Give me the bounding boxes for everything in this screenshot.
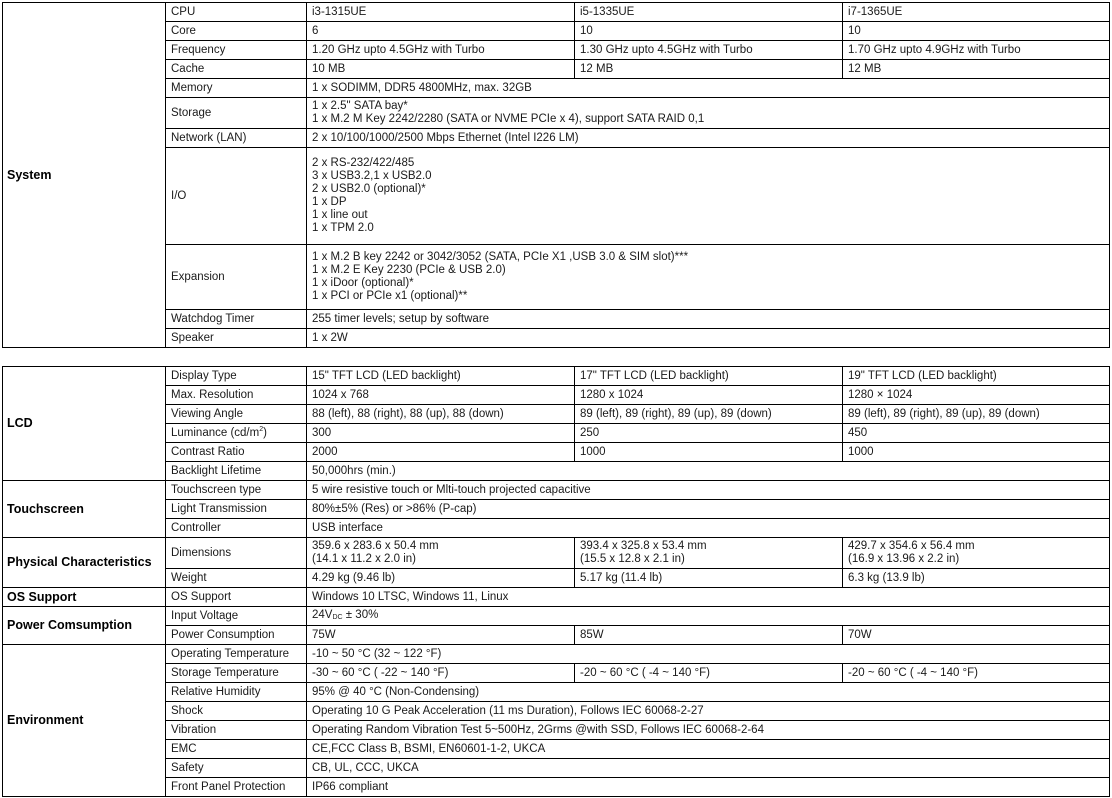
table-row: [3, 443, 1110, 462]
value-line: (14.1 x 11.2 x 2.0 in): [312, 553, 416, 565]
spec-value: 450: [843, 424, 1110, 443]
spec-value: 10: [575, 22, 843, 41]
spec-value: Operating 10 G Peak Acceleration (11 ms Duration), Follows IEC 60068-2-27: [307, 702, 1110, 721]
spec-value: USB interface: [307, 519, 1110, 538]
spec-label-backlight-lifetime: Backlight Lifetime: [166, 462, 307, 481]
spec-value: [307, 245, 1110, 310]
spec-label-network: Network (LAN): [166, 129, 307, 148]
spec-label-core: Core: [166, 22, 307, 41]
spec-value: -10 ~ 50 °C (32 ~ 122 °F): [307, 645, 1110, 664]
display-spec-table: [2, 366, 1110, 797]
value-line: 3 x USB3.2,1 x USB2.0: [312, 170, 432, 182]
spec-value: [307, 98, 1110, 129]
table-row: [3, 721, 1110, 740]
spec-value: -20 ~ 60 °C ( -4 ~ 140 °F): [575, 664, 843, 683]
table-row: [3, 3, 1110, 22]
spec-label-cache: Cache: [166, 60, 307, 79]
spec-value: 19" TFT LCD (LED backlight): [843, 367, 1110, 386]
spec-value: 6: [307, 22, 575, 41]
spec-value: 12 MB: [843, 60, 1110, 79]
category-lcd: LCD: [3, 367, 166, 481]
value-line: 1 x PCI or PCIe x1 (optional)**: [312, 290, 468, 302]
value-line: 2 x RS-232/422/485: [312, 157, 415, 169]
category-physical: Physical Characteristics: [3, 538, 166, 588]
spec-value: 17" TFT LCD (LED backlight): [575, 367, 843, 386]
table-row: [3, 500, 1110, 519]
spec-value: 1.20 GHz upto 4.5GHz with Turbo: [307, 41, 575, 60]
spec-value: 1 x SODIMM, DDR5 4800MHz, max. 32GB: [307, 79, 1110, 98]
table-row: [3, 462, 1110, 481]
spec-value: 255 timer levels; setup by software: [307, 310, 1110, 329]
spec-label-shock: Shock: [166, 702, 307, 721]
spec-label-io: I/O: [166, 148, 307, 245]
spec-label-frequency: Frequency: [166, 41, 307, 60]
spec-label-operating-temperature: Operating Temperature: [166, 645, 307, 664]
spec-value: [843, 538, 1110, 569]
spec-label-viewing-angle: Viewing Angle: [166, 405, 307, 424]
spec-label-max-resolution: Max. Resolution: [166, 386, 307, 405]
spec-label-emc: EMC: [166, 740, 307, 759]
spec-value: 88 (left), 88 (right), 88 (up), 88 (down): [307, 405, 575, 424]
value-line: 1 x line out: [312, 209, 368, 221]
spec-value: CE,FCC Class B, BSMI, EN60601-1-2, UKCA: [307, 740, 1110, 759]
spec-value: 1280 × 1024: [843, 386, 1110, 405]
table-row: [3, 683, 1110, 702]
spec-value: -20 ~ 60 °C ( -4 ~ 140 °F): [843, 664, 1110, 683]
table-row: [3, 98, 1110, 129]
spec-label-os-support: OS Support: [166, 588, 307, 607]
table-row: [3, 41, 1110, 60]
table-row: [3, 538, 1110, 569]
table-row: [3, 367, 1110, 386]
table-row: [3, 386, 1110, 405]
value-line: 359.6 x 283.6 x 50.4 mm: [312, 540, 439, 552]
label-text-end: ): [263, 426, 267, 439]
spec-label-controller: Controller: [166, 519, 307, 538]
spec-value: [307, 607, 1110, 626]
spec-label-front-panel-protection: Front Panel Protection: [166, 778, 307, 797]
spec-label-dimensions: Dimensions: [166, 538, 307, 569]
value-line: (16.9 x 13.96 x 2.2 in): [848, 553, 960, 565]
spec-value: -30 ~ 60 °C ( -22 ~ 140 °F): [307, 664, 575, 683]
table-row: [3, 664, 1110, 683]
spec-value: [575, 538, 843, 569]
table-row: [3, 569, 1110, 588]
spec-value: 12 MB: [575, 60, 843, 79]
table-row: [3, 740, 1110, 759]
category-touchscreen: Touchscreen: [3, 481, 166, 538]
spec-value: 1.30 GHz upto 4.5GHz with Turbo: [575, 41, 843, 60]
spec-value: 85W: [575, 626, 843, 645]
value-line: 393.4 x 325.8 x 53.4 mm: [580, 540, 707, 552]
category-power: Power Comsumption: [3, 607, 166, 645]
spec-label-speaker: Speaker: [166, 329, 307, 348]
spec-value: 89 (left), 89 (right), 89 (up), 89 (down): [843, 405, 1110, 424]
value-line: 2 x USB2.0 (optional)*: [312, 183, 426, 195]
subscript: DC: [332, 614, 343, 621]
table-row: [3, 329, 1110, 348]
spec-label-light-transmission: Light Transmission: [166, 500, 307, 519]
value-line: 1 x 2.5" SATA bay*: [312, 100, 408, 112]
spec-value: 15" TFT LCD (LED backlight): [307, 367, 575, 386]
spec-value: 1 x 2W: [307, 329, 1110, 348]
table-row: [3, 607, 1110, 626]
table-row: [3, 481, 1110, 500]
spec-value: 5.17 kg (11.4 lb): [575, 569, 843, 588]
value-text-end: ± 30%: [342, 609, 379, 621]
table-row: [3, 702, 1110, 721]
table-row: [3, 588, 1110, 607]
spec-label-power-consumption: Power Consumption: [166, 626, 307, 645]
spec-value: 1024 x 768: [307, 386, 575, 405]
spec-label-watchdog: Watchdog Timer: [166, 310, 307, 329]
table-row: [3, 60, 1110, 79]
spec-value: Windows 10 LTSC, Windows 11, Linux: [307, 588, 1110, 607]
spec-value: 70W: [843, 626, 1110, 645]
spec-label-storage-temperature: Storage Temperature: [166, 664, 307, 683]
spec-value: [307, 538, 575, 569]
spec-value: IP66 compliant: [307, 778, 1110, 797]
table-row: [3, 405, 1110, 424]
spec-value: Operating Random Vibration Test 5~500Hz, 2Grms @with SSD, Follows IEC 60068-2-64: [307, 721, 1110, 740]
value-line: 1 x M.2 M Key 2242/2280 (SATA or NVME PCIe x 4), support SATA RAID 0,1: [312, 113, 705, 125]
table-row: [3, 245, 1110, 310]
value-line: 1 x M.2 E Key 2230 (PCIe & USB 2.0): [312, 264, 506, 276]
value-line: 1 x iDoor (optional)*: [312, 277, 414, 289]
value-text: 24V: [312, 609, 333, 621]
superscript: 2: [259, 425, 264, 433]
spec-label-touchscreen-type: Touchscreen type: [166, 481, 307, 500]
spec-label-storage: Storage: [166, 98, 307, 129]
spec-value: 4.29 kg (9.46 lb): [307, 569, 575, 588]
category-os-support: OS Support: [3, 588, 166, 607]
spec-value: 50,000hrs (min.): [307, 462, 1110, 481]
spec-label-safety: Safety: [166, 759, 307, 778]
category-environment: Environment: [3, 645, 166, 797]
table-row: [3, 519, 1110, 538]
value-line: 1 x DP: [312, 196, 347, 208]
spec-label-memory: Memory: [166, 79, 307, 98]
spec-value: 6.3 kg (13.9 lb): [843, 569, 1110, 588]
spec-value: 5 wire resistive touch or Mlti-touch projected capacitive: [307, 481, 1110, 500]
table-row: [3, 645, 1110, 664]
table-row: [3, 310, 1110, 329]
spec-label-display-type: Display Type: [166, 367, 307, 386]
spec-value: 10: [843, 22, 1110, 41]
spec-label-luminance: [166, 424, 307, 443]
spec-label-contrast-ratio: Contrast Ratio: [166, 443, 307, 462]
spec-value: 250: [575, 424, 843, 443]
spec-value: 75W: [307, 626, 575, 645]
spec-value: 2000: [307, 443, 575, 462]
spec-label-input-voltage: Input Voltage: [166, 607, 307, 626]
value-line: 429.7 x 354.6 x 56.4 mm: [848, 540, 975, 552]
table-row: [3, 759, 1110, 778]
table-row: [3, 22, 1110, 41]
spec-value: 1000: [843, 443, 1110, 462]
spec-value: 95% @ 40 °C (Non-Condensing): [307, 683, 1110, 702]
value-line: (15.5 x 12.8 x 2.1 in): [580, 553, 685, 565]
table-row: [3, 626, 1110, 645]
spec-value: 1.70 GHz upto 4.9GHz with Turbo: [843, 41, 1110, 60]
value-line: 1 x M.2 B key 2242 or 3042/3052 (SATA, PCIe X1 ,USB 3.0 & SIM slot)***: [312, 251, 689, 263]
spec-value: 1280 x 1024: [575, 386, 843, 405]
table-row: [3, 778, 1110, 797]
table-row: [3, 129, 1110, 148]
spec-label-expansion: Expansion: [166, 245, 307, 310]
value-line: 1 x TPM 2.0: [312, 222, 374, 234]
spec-value: i5-1335UE: [575, 3, 843, 22]
spec-value: 10 MB: [307, 60, 575, 79]
spec-label-relative-humidity: Relative Humidity: [166, 683, 307, 702]
spec-value: [307, 148, 1110, 245]
table-row: [3, 424, 1110, 443]
system-spec-table: [2, 2, 1110, 348]
spec-label-weight: Weight: [166, 569, 307, 588]
spec-value: 300: [307, 424, 575, 443]
spec-value: 2 x 10/100/1000/2500 Mbps Ethernet (Intel I226 LM): [307, 129, 1110, 148]
category-system: System: [3, 3, 166, 348]
table-row: [3, 79, 1110, 98]
table-row: [3, 148, 1110, 245]
spec-label-vibration: Vibration: [166, 721, 307, 740]
spec-value: CB, UL, CCC, UKCA: [307, 759, 1110, 778]
spec-value: 1000: [575, 443, 843, 462]
spec-value: i3-1315UE: [307, 3, 575, 22]
spec-value: 80%±5% (Res) or >86% (P-cap): [307, 500, 1110, 519]
spec-value: i7-1365UE: [843, 3, 1110, 22]
spec-value: 89 (left), 89 (right), 89 (up), 89 (down): [575, 405, 843, 424]
spec-label-cpu: CPU: [166, 3, 307, 22]
label-text: Luminance (cd/m: [171, 426, 260, 439]
